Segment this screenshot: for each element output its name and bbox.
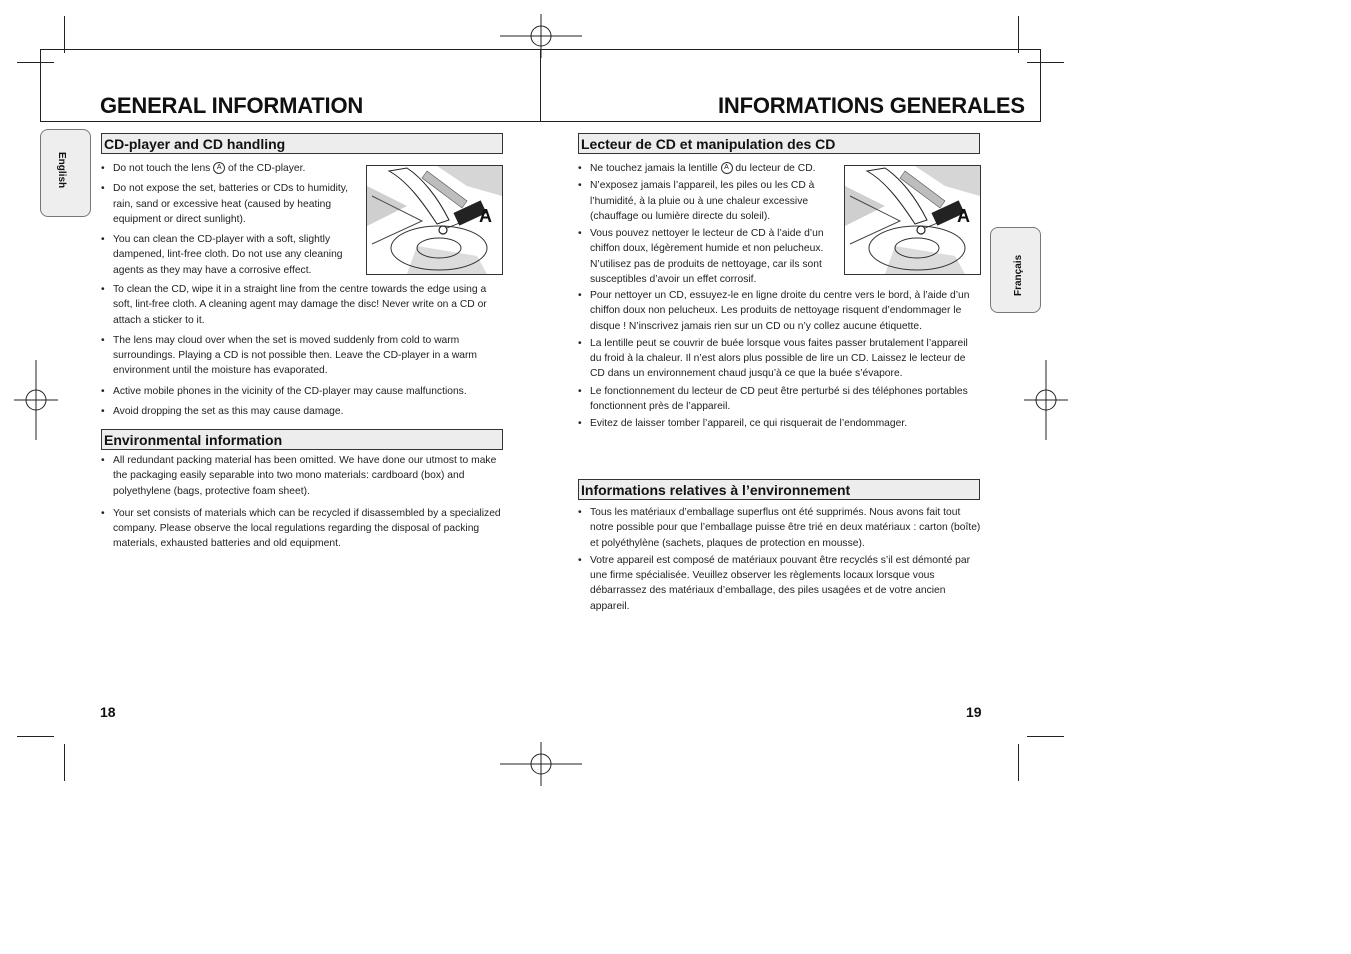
bullet-list-lecteur-top — [578, 161, 836, 287]
registration-mark-right — [1024, 360, 1068, 440]
list-item: • La lentille peut se couvrir de buée lorsque vous faites passer brutalement l’appareil du froid à la chaleur. Il n’est alors plus possible de lire un CD. Laissez le lecteur de CD dans un environnement chaud jusqu’à ce que la buée s’évapore. — [578, 336, 980, 382]
list-item: • To clean the CD, wipe it in a straight line from the centre towards the edge using a soft, lint-free cloth. A cleaning agent may damage the disc! Never write on a CD or attach a sticker to it. — [101, 282, 503, 328]
list-item: • The lens may cloud over when the set is moved suddenly from cold to warm surroundings. Playing a CD is not possible then. Leave the CD-player in a warm environment until the moisture has evaporated. — [101, 333, 503, 379]
illustration-label-a: A — [957, 206, 970, 226]
cd-player-lens-illustration — [844, 165, 981, 275]
lens-marker-a: A — [213, 162, 225, 174]
page-title-right: INFORMATIONS GENERALES — [718, 93, 1025, 118]
section-heading-environnement: Informations relatives à l’environnement — [578, 479, 980, 500]
registration-mark-bottom — [500, 742, 582, 786]
illustration-label-a: A — [479, 206, 492, 226]
list-item: • Your set consists of materials which can be recycled if disassembled by a specialized company. Please observe the local regulations regarding the disposal of packing materials, exhausted batteries and old equipment. — [101, 506, 503, 552]
bullet-list-cd-handling-bottom — [101, 282, 503, 419]
language-tab-english — [40, 129, 91, 217]
bullet-list-lecteur-bottom — [578, 288, 980, 432]
list-item: • Do not expose the set, batteries or CDs to humidity, rain, sand or excessive heat (caused by heating equipment or direct sunlight). — [101, 181, 358, 227]
list-item: • You can clean the CD-player with a soft, slightly dampened, lint-free cloth. Do not use any cleaning agents as they may have a corrosive effect. — [101, 232, 358, 278]
bullet-list-environmental — [101, 453, 503, 552]
language-tab-francais — [990, 227, 1041, 313]
registration-mark-left — [14, 360, 58, 440]
bullet-list-environnement — [578, 505, 982, 614]
list-item: • Ne touchez jamais la lentille A du lecteur de CD. — [578, 161, 836, 176]
list-item: • All redundant packing material has been omitted. We have done our utmost to make the packaging easily separable into two mono materials: cardboard (box) and polyethylene (bags, protective foam sheet). — [101, 453, 503, 499]
bullet-list-cd-handling-top — [101, 161, 358, 278]
list-item: • Avoid dropping the set as this may cause damage. — [101, 404, 503, 419]
section-heading-environmental: Environmental information — [101, 429, 503, 450]
page-number-right: 19 — [966, 704, 982, 720]
list-item: • Le fonctionnement du lecteur de CD peut être perturbé si des téléphones portables fonctionnent près de l’appareil. — [578, 384, 980, 415]
list-item: • Active mobile phones in the vicinity of the CD-player may cause malfunctions. — [101, 384, 503, 399]
section-heading-lecteur-cd: Lecteur de CD et manipulation des CD — [578, 133, 980, 154]
language-tab-label: Français — [1013, 254, 1024, 296]
page-number-left: 18 — [100, 704, 116, 720]
registration-mark-top — [500, 14, 582, 58]
list-item: • N’exposez jamais l’appareil, les piles ou les CD à l’humidité, à la pluie ou à une chaleur excessive (chauffage ou lumière directe du soleil). — [578, 178, 836, 224]
list-item: • Evitez de laisser tomber l’appareil, ce qui risquerait de l’endommager. — [578, 416, 980, 431]
list-item: • Votre appareil est composé de matériaux pouvant être recyclés s’il est démonté par une firme spécialisée. Veuillez observer les règlements locaux lorsque vous débarrassez des matériaux d’emballage, des piles usagées et de votre ancien appareil. — [578, 553, 982, 614]
lens-marker-a: A — [721, 162, 733, 174]
page-title-left: GENERAL INFORMATION — [100, 93, 364, 118]
list-item: • Tous les matériaux d’emballage superflus ont été supprimés. Nous avons fait tout notre possible pour que l’emballage puisse être trié en deux matériaux : carton (boîte) et polyéthylène (sachets, plaques de protection en mousse). — [578, 505, 982, 551]
language-tab-label: English — [56, 152, 67, 189]
list-item: • Vous pouvez nettoyer le lecteur de CD à l’aide d’un chiffon doux, légèrement humide et non pelucheux. N’utilisez pas de produits de nettoyage, car ils sont susceptibles d’avoir un effet corrosif. — [578, 226, 836, 287]
section-heading-cd-handling: CD-player and CD handling — [101, 133, 503, 154]
cd-player-lens-illustration — [366, 165, 503, 275]
list-item: • Pour nettoyer un CD, essuyez-le en ligne droite du centre vers le bord, à l’aide d’un chiffon doux non pelucheux. Les produits de nettoyage risquent d’endommager le disque ! N’inscrivez jamais rien sur un CD ou n’y collez aucune étiquette. — [578, 288, 980, 334]
list-item: • Do not touch the lens A of the CD-player. — [101, 161, 358, 176]
